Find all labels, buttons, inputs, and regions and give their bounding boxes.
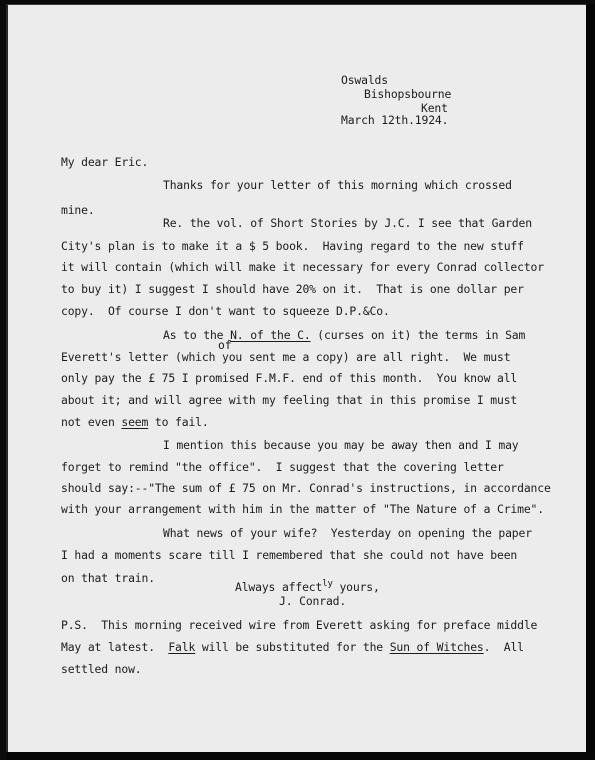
handwritten-insert: of [218,338,232,352]
body-line: Re. the vol. of Short Stories by J.C. I see that Garden [163,216,532,230]
address-line-3: Kent [421,101,448,115]
scan-border-right [586,4,595,760]
body-line: to buy it) I suggest I should have 20% on it. That is one dollar per [61,282,524,296]
body-line: on that train. [61,571,155,585]
address-line-2: Bishopsbourne [364,87,452,101]
postscript-line: settled now. [61,662,142,676]
body-line: copy. Of course I don't want to squeeze D.P.&Co. [61,304,390,318]
postscript-text: . All [483,640,524,654]
body-line: What news of your wife? Yesterday on opening the paper [163,526,532,540]
body-text: As to the [163,328,231,342]
underlined-title: N. of the C. [230,328,311,342]
underlined-title: Sun of Witches [389,640,484,654]
body-line: forget to remind "the office". I suggest that the covering letter [61,460,504,474]
postscript-line: P.S. This morning received wire from Everett asking for preface middle [61,618,538,632]
body-line: Thanks for your letter of this morning which crossed [163,178,512,192]
address-line-1: Oswalds [341,73,388,87]
signature: J. Conrad. [279,594,347,608]
body-line: only pay the £ 75 I promised F.M.F. end of this month. You know all [61,371,518,385]
closing-text: Always affect [235,580,323,594]
body-line: Everett's letter (which you sent me a copy) are all right. We must [61,350,511,364]
closing-text: yours, [332,580,380,594]
body-line [61,415,209,429]
body-text: not even [61,415,122,429]
body-line: with your arrangement with him in the matter of "The Nature of a Crime". [61,502,544,516]
body-line: it will contain (which will make it necessary for every Conrad collector [61,260,544,274]
body-line: I mention this because you may be away then and I may [163,438,519,452]
body-line: mine. [61,203,95,217]
scan-border-bottom [6,752,595,760]
body-line: should say:--"The sum of £ 75 on Mr. Conrad's instructions, in accordance [61,481,551,495]
postscript-text: May at latest. [61,640,169,654]
body-line: I had a moments scare till I remembered that she could not have been [61,548,518,562]
body-text: to fail. [148,415,209,429]
postscript-text: will be substituted for the [195,640,390,654]
underlined-title: Falk [168,640,196,654]
letter-page [6,4,586,754]
closing-superscript: ly [322,579,333,589]
body-text: (curses on it) the terms in Sam [310,328,526,342]
postscript-line [61,640,524,654]
letter-date: March 12th.1924. [341,113,449,127]
body-line: about it; and will agree with my feeling that in this promise I must [61,393,518,407]
underlined-word: seem [121,415,149,429]
salutation: My dear Eric. [61,155,149,169]
body-line: City's plan is to make it a $ 5 book. Having regard to the new stuff [61,239,524,253]
